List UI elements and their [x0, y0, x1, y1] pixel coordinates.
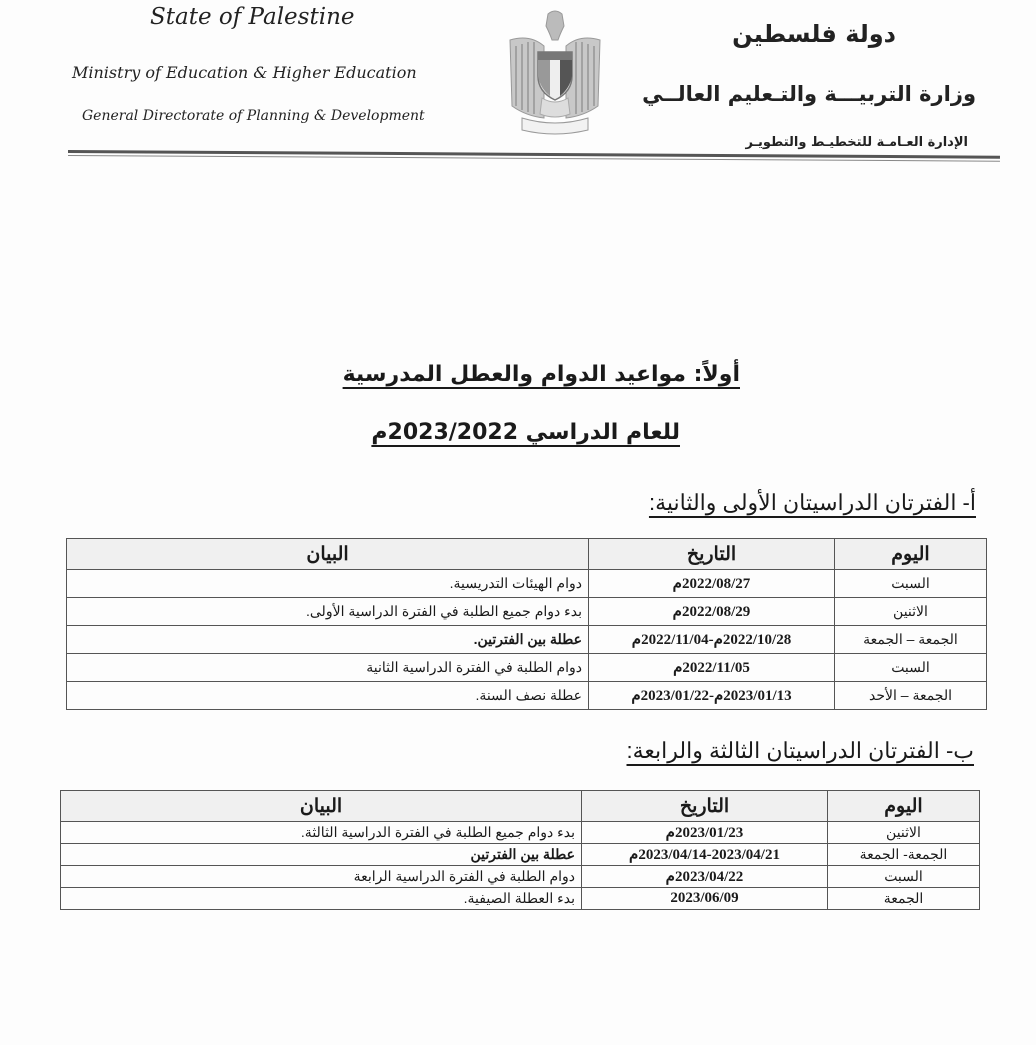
table-header-row	[67, 539, 987, 570]
section-b-heading: ب- الفترتان الدراسيتان الثالثة والرابعة:	[626, 738, 974, 763]
table-row	[67, 654, 987, 682]
row-description-cell: دوام الهيئات التدريسية.	[67, 570, 589, 598]
row-date-cell: 2023/04/14-2023/04/21م	[582, 844, 828, 866]
arabic-state-name: دولة فلسطين	[732, 20, 896, 48]
table-row	[61, 866, 980, 888]
arabic-ministry-name: وزارة التربيـــة والتـعليم العالــي	[642, 82, 976, 106]
row-description-cell: بدء دوام جميع الطلبة في الفترة الدراسية الأولى.	[67, 598, 589, 626]
row-description-cell: بدء دوام جميع الطلبة في الفترة الدراسية الثالثة.	[61, 822, 582, 844]
column-header-day: اليوم	[828, 791, 980, 822]
schedule-table-periods-1-2	[66, 538, 987, 710]
row-description-cell: دوام الطلبة في الفترة الدراسية الثانية	[67, 654, 589, 682]
english-directorate-name: General Directorate of Planning & Development	[82, 108, 425, 124]
table-body	[61, 822, 980, 910]
row-day-cell: الاثنين	[828, 822, 980, 844]
row-description-cell: عطلة بين الفترتين	[61, 844, 582, 866]
table-row	[61, 844, 980, 866]
english-ministry-name: Ministry of Education & Higher Education	[72, 63, 417, 82]
table-row	[67, 598, 987, 626]
row-date-cell: 2022/11/05م	[589, 654, 835, 682]
table-row	[61, 888, 980, 910]
row-date-cell: 2023/06/09	[582, 888, 828, 910]
column-header-description: البيان	[67, 539, 589, 570]
row-date-cell: 2022/10/28م-2022/11/04م	[589, 626, 835, 654]
row-day-cell: السبت	[835, 570, 987, 598]
row-date-cell: 2022/08/29م	[589, 598, 835, 626]
column-header-date: التاريخ	[582, 791, 828, 822]
column-header-day: اليوم	[835, 539, 987, 570]
english-state-name: State of Palestine	[150, 4, 355, 30]
arabic-directorate-name: الإدارة العـامـة للتخطيـط والتطويـر	[745, 135, 968, 150]
row-day-cell: السبت	[828, 866, 980, 888]
row-description-cell: بدء العطلة الصيفية.	[61, 888, 582, 910]
row-description-cell: عطلة بين الفترتين.	[67, 626, 589, 654]
table-row	[61, 822, 980, 844]
row-day-cell: الاثنين	[835, 598, 987, 626]
row-day-cell: السبت	[835, 654, 987, 682]
table-header-row	[61, 791, 980, 822]
table-row	[67, 626, 987, 654]
row-day-cell: الجمعة- الجمعة	[828, 844, 980, 866]
row-day-cell: الجمعة – الجمعة	[835, 626, 987, 654]
column-header-description: البيان	[61, 791, 582, 822]
row-date-cell: 2023/01/13م-2023/01/22م	[589, 682, 835, 710]
column-header-date: التاريخ	[589, 539, 835, 570]
page-subtitle: للعام الدراسي 2023/2022م	[371, 420, 680, 445]
row-description-cell: دوام الطلبة في الفترة الدراسية الرابعة	[61, 866, 582, 888]
palestine-eagle-emblem-icon	[500, 6, 610, 140]
row-date-cell: 2022/08/27م	[589, 570, 835, 598]
table-row	[67, 682, 987, 710]
page-title: أولاً: مواعيد الدوام والعطل المدرسية	[342, 362, 740, 387]
row-date-cell: 2023/04/22م	[582, 866, 828, 888]
row-date-cell: 2023/01/23م	[582, 822, 828, 844]
schedule-table-periods-3-4	[60, 790, 980, 910]
row-description-cell: عطلة نصف السنة.	[67, 682, 589, 710]
table-body	[67, 570, 987, 710]
row-day-cell: الجمعة	[828, 888, 980, 910]
table-row	[67, 570, 987, 598]
section-a-heading: أ- الفترتان الدراسيتان الأولى والثانية:	[648, 490, 976, 515]
row-day-cell: الجمعة – الأحد	[835, 682, 987, 710]
